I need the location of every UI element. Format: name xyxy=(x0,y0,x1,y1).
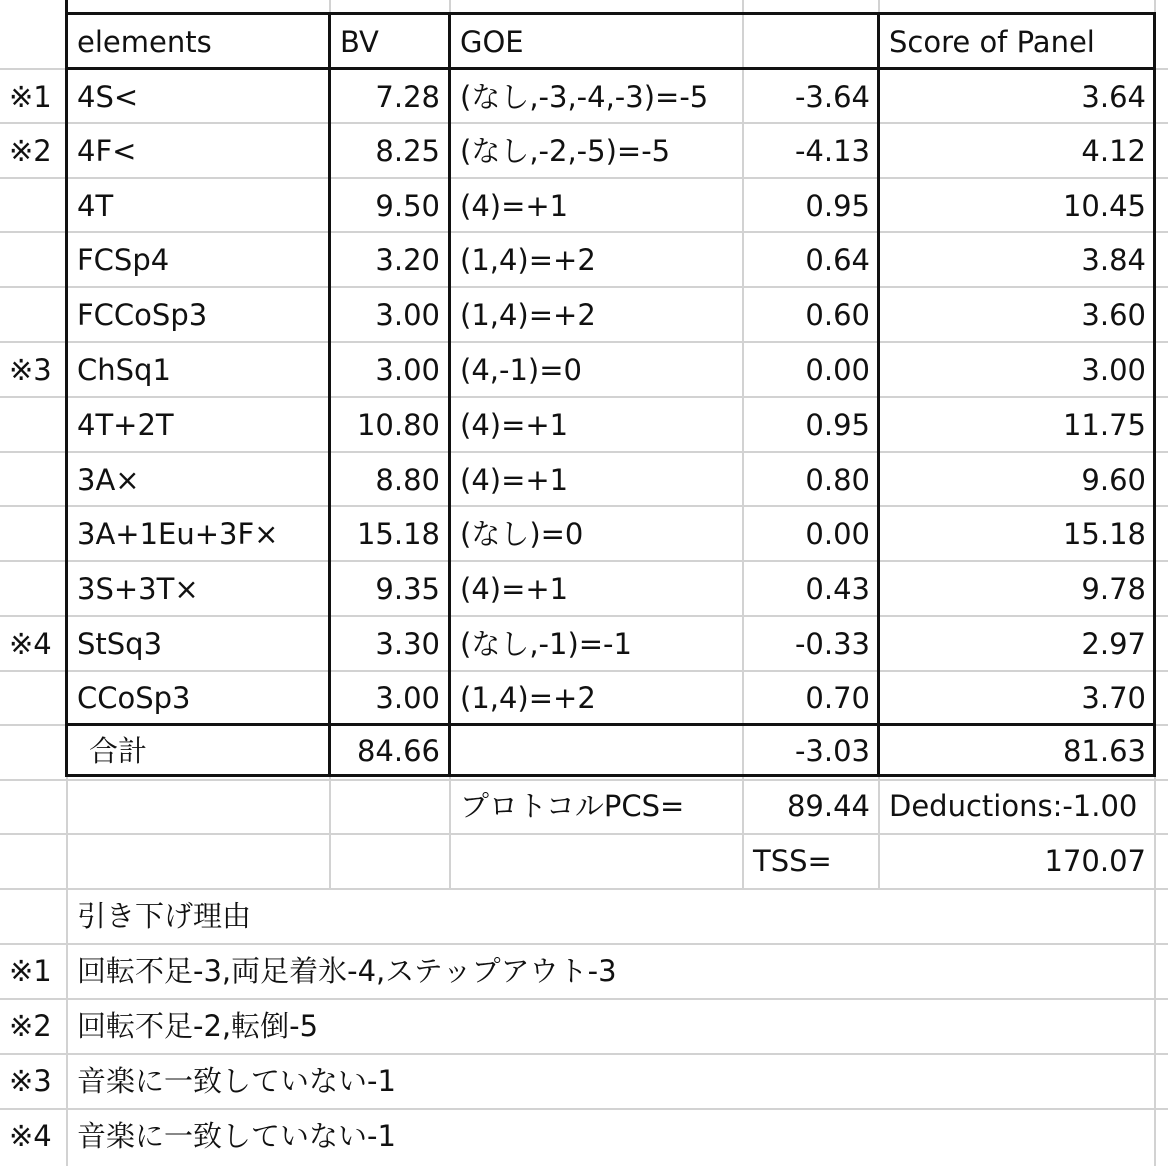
goe-value-cell: 0.60 xyxy=(805,298,870,332)
total-score: 81.63 xyxy=(1062,734,1146,768)
bv-cell: 3.00 xyxy=(375,681,440,715)
pcs-value: 89.44 xyxy=(786,789,870,823)
goe-calc-cell: (4)=+1 xyxy=(460,463,569,497)
goe-calc-cell: (4)=+1 xyxy=(460,572,569,606)
score-cell: 11.75 xyxy=(1062,408,1146,442)
bv-cell: 9.35 xyxy=(375,572,440,606)
goe-calc-cell: (1,4)=+2 xyxy=(460,681,596,715)
goe-calc-cell: (なし,-2,-5)=-5 xyxy=(460,134,671,168)
note-mark xyxy=(0,453,66,507)
score-cell: 10.45 xyxy=(1062,189,1146,223)
header-bv: BV xyxy=(340,25,379,59)
header-elements: elements xyxy=(77,25,212,59)
total-bv: 84.66 xyxy=(356,734,440,768)
total-label: 合計 xyxy=(89,734,148,768)
goe-calc-cell: (なし,-3,-4,-3)=-5 xyxy=(460,80,709,114)
reason-text: 回転不足-3,両足着氷-4,ステップアウト-3 xyxy=(77,954,617,988)
note-mark xyxy=(0,233,66,287)
note-mark xyxy=(0,562,66,616)
goe-value-cell: 0.95 xyxy=(805,408,870,442)
score-cell: 15.18 xyxy=(1062,517,1146,551)
goe-value-cell: 0.00 xyxy=(805,353,870,387)
goe-calc-cell: (4,-1)=0 xyxy=(460,353,582,387)
element-cell: 4T+2T xyxy=(77,408,174,442)
bv-cell: 8.80 xyxy=(375,463,440,497)
goe-value-cell: -4.13 xyxy=(794,134,870,168)
bv-cell: 7.28 xyxy=(375,80,440,114)
bv-cell: 3.00 xyxy=(375,353,440,387)
bv-cell: 3.30 xyxy=(375,627,440,661)
pcs-label: プロトコルPCS= xyxy=(460,789,685,823)
goe-calc-cell: (1,4)=+2 xyxy=(460,298,596,332)
score-cell: 9.60 xyxy=(1081,463,1146,497)
score-cell: 4.12 xyxy=(1081,134,1146,168)
reason-text: 回転不足-2,転倒-5 xyxy=(77,1009,319,1043)
element-cell: CCoSp3 xyxy=(77,681,191,715)
element-cell: 4F< xyxy=(77,134,137,168)
note-mark xyxy=(0,671,66,725)
score-cell: 3.84 xyxy=(1081,243,1146,277)
goe-calc-cell: (4)=+1 xyxy=(460,408,569,442)
element-cell: StSq3 xyxy=(77,627,163,661)
score-cell: 3.60 xyxy=(1081,298,1146,332)
note-mark: ※2 xyxy=(9,134,52,168)
note-mark: ※2 xyxy=(9,1009,52,1043)
note-mark xyxy=(0,288,66,342)
score-cell: 3.00 xyxy=(1081,353,1146,387)
element-cell: FCCoSp3 xyxy=(77,298,208,332)
note-mark xyxy=(0,179,66,233)
note-mark: ※1 xyxy=(9,954,52,988)
element-cell: 4S< xyxy=(77,80,139,114)
bv-cell: 15.18 xyxy=(356,517,440,551)
note-mark: ※3 xyxy=(9,353,52,387)
score-cell: 3.64 xyxy=(1081,80,1146,114)
element-cell: 4T xyxy=(77,189,114,223)
bv-cell: 3.00 xyxy=(375,298,440,332)
note-mark xyxy=(0,507,66,561)
element-cell: 3A× xyxy=(77,463,140,497)
header-score: Score of Panel xyxy=(889,25,1095,59)
reason-text: 音楽に一致していない-1 xyxy=(77,1064,396,1098)
goe-value-cell: 0.70 xyxy=(805,681,870,715)
bv-cell: 9.50 xyxy=(375,189,440,223)
goe-calc-cell: (なし)=0 xyxy=(460,517,584,551)
goe-value-cell: 0.64 xyxy=(805,243,870,277)
tss-label: TSS= xyxy=(753,844,832,878)
note-mark: ※3 xyxy=(9,1064,52,1098)
goe-value-cell: 0.80 xyxy=(805,463,870,497)
reasons-title: 引き下げ理由 xyxy=(77,899,252,933)
element-cell: 3A+1Eu+3F× xyxy=(77,517,279,551)
element-cell: FCSp4 xyxy=(77,243,170,277)
note-mark: ※4 xyxy=(9,1119,52,1153)
deductions: Deductions:-1.00 xyxy=(889,789,1138,823)
element-cell: 3S+3T× xyxy=(77,572,199,606)
bv-cell: 10.80 xyxy=(356,408,440,442)
note-mark: ※4 xyxy=(9,627,52,661)
goe-value-cell: -0.33 xyxy=(794,627,870,661)
note-mark xyxy=(0,398,66,452)
goe-calc-cell: (4)=+1 xyxy=(460,189,569,223)
goe-value-cell: -3.64 xyxy=(794,80,870,114)
total-goe: -3.03 xyxy=(794,734,870,768)
tss-value: 170.07 xyxy=(1044,844,1146,878)
goe-calc-cell: (なし,-1)=-1 xyxy=(460,627,632,661)
goe-value-cell: 0.00 xyxy=(805,517,870,551)
goe-value-cell: 0.43 xyxy=(805,572,870,606)
score-cell: 2.97 xyxy=(1081,627,1146,661)
goe-value-cell: 0.95 xyxy=(805,189,870,223)
score-cell: 3.70 xyxy=(1081,681,1146,715)
reason-text: 音楽に一致していない-1 xyxy=(77,1119,396,1153)
bv-cell: 8.25 xyxy=(375,134,440,168)
element-cell: ChSq1 xyxy=(77,353,171,387)
header-goe: GOE xyxy=(460,25,524,59)
goe-calc-cell: (1,4)=+2 xyxy=(460,243,596,277)
note-mark: ※1 xyxy=(9,80,52,114)
bv-cell: 3.20 xyxy=(375,243,440,277)
score-cell: 9.78 xyxy=(1081,572,1146,606)
